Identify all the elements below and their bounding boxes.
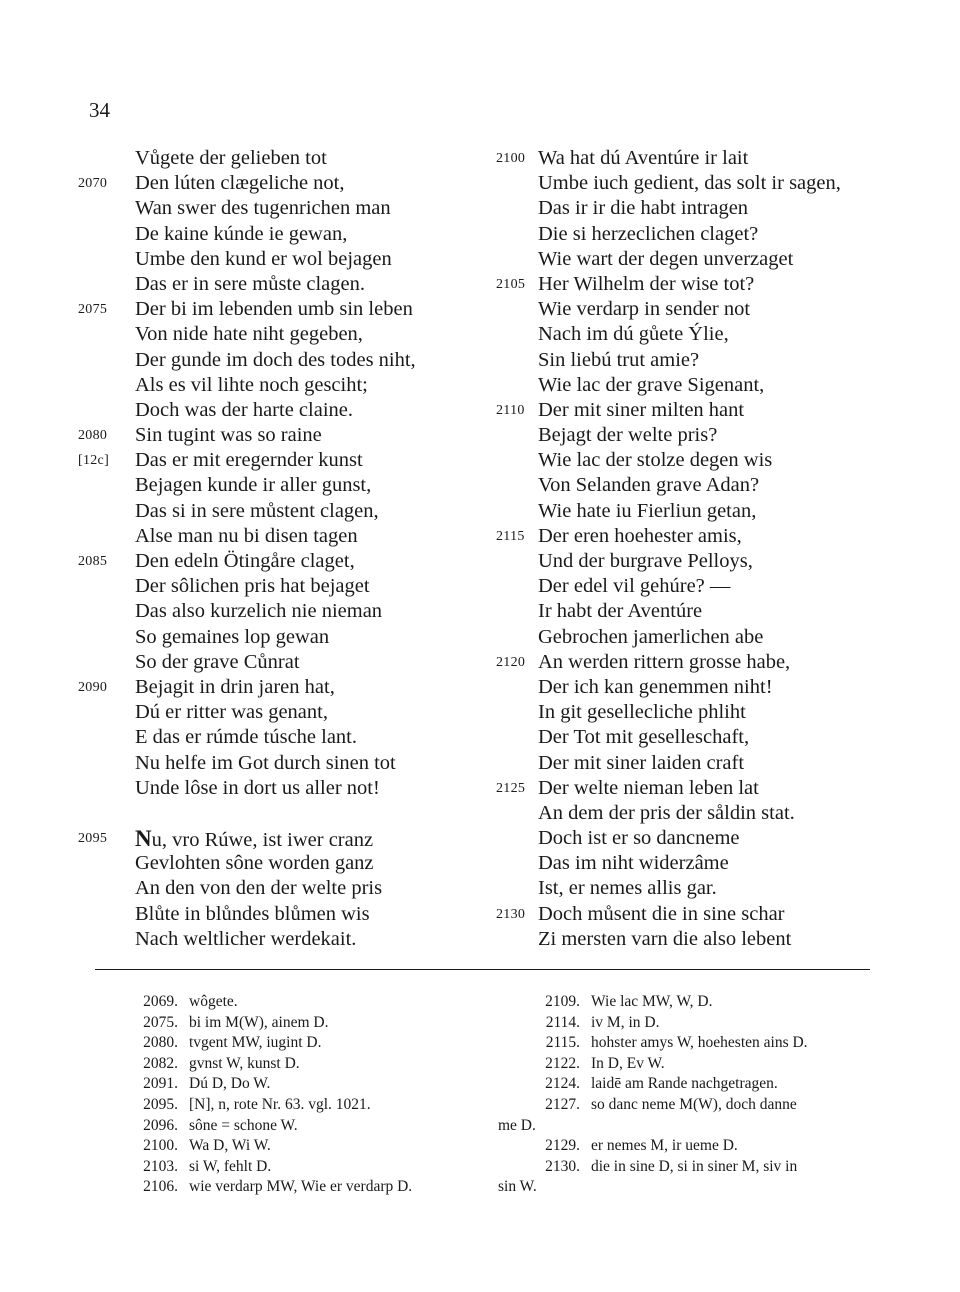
verse-line [78, 499, 478, 524]
footnote-line-ref: 2127. [545, 1095, 580, 1113]
verse-text-body: Den lúten clægeliche not, [135, 172, 345, 195]
line-number: 2105 [496, 276, 526, 292]
footnote-text: laidē am Rande nachgetragen. [591, 1075, 778, 1093]
verse-line [486, 322, 886, 347]
verse-text [135, 196, 391, 221]
verse-text [135, 751, 396, 776]
verse-line [78, 222, 478, 247]
verse-text-body: Wie lac der stolze degen wis [538, 449, 773, 472]
verse-line [78, 599, 478, 624]
verse-line [486, 776, 886, 801]
footnote-line-ref: 2106. [143, 1178, 178, 1196]
verse-line [486, 599, 886, 624]
line-number: [12c] [78, 453, 110, 469]
footnote [498, 1157, 898, 1178]
footnote [96, 1095, 496, 1116]
verse-text [135, 902, 370, 927]
verse-line [486, 574, 886, 599]
footnote [96, 1177, 496, 1198]
footnote-text: er nemes M, ir ueme D. [591, 1137, 738, 1155]
line-number: 2090 [78, 679, 108, 695]
footnote [96, 992, 496, 1013]
verse-text [538, 524, 742, 549]
verse-line [486, 398, 886, 423]
verse-text-body: Als es vil lihte noch gesciht; [135, 373, 368, 396]
verse-line [486, 851, 886, 876]
verse-line [78, 247, 478, 272]
verse-text-body: So gemaines lop gewan [135, 625, 330, 648]
verse-line [78, 423, 478, 448]
verse-line [78, 751, 478, 776]
footnote [96, 1157, 496, 1178]
verse-line [486, 801, 886, 826]
footnote-line-ref: 2114. [545, 1013, 580, 1031]
verse-line [78, 675, 478, 700]
verse-text-body: Der mit siner laiden craft [538, 751, 745, 774]
verse-line [78, 574, 478, 599]
verse-text [538, 348, 699, 373]
verse-text-body: Wa hat dú Aventúre ir lait [538, 147, 749, 169]
footnote-divider [95, 969, 870, 970]
footnote-text: Wa D, Wi W. [189, 1137, 271, 1155]
verse-line [78, 549, 478, 574]
verse-text-body: Gevlohten sône worden ganz [135, 852, 374, 875]
verse-line [78, 473, 478, 498]
verse-text [135, 549, 355, 574]
verse-line [486, 196, 886, 221]
verse-text [135, 599, 382, 624]
verse-text [538, 196, 748, 221]
verse-text-body: Der mit siner milten hant [538, 398, 745, 421]
footnote [498, 1054, 898, 1075]
verse-text-body: Nach weltlicher werdekait. [135, 927, 357, 950]
verse-line [78, 826, 478, 851]
verse-line [486, 247, 886, 272]
verse-text-body: Sin tugint was so raine [135, 424, 322, 447]
verse-text-body: An werden rittern grosse habe, [538, 650, 791, 673]
verse-text [135, 499, 379, 524]
verse-text [135, 700, 328, 725]
verse-text [135, 247, 392, 272]
verse-line [78, 927, 478, 952]
verse-text-body: Von Selanden grave Adan? [538, 474, 760, 497]
verse-text [538, 222, 758, 247]
line-number: 2115 [496, 528, 525, 544]
verse-line [486, 423, 886, 448]
verse-text [135, 876, 382, 901]
verse-text [538, 675, 773, 700]
verse-line [78, 725, 478, 750]
verse-text-body: Das also kurzelich nie nieman [135, 600, 383, 623]
verse-column-left [78, 146, 478, 952]
verse-line [78, 448, 478, 473]
line-number: 2125 [496, 780, 526, 796]
verse-line [78, 398, 478, 423]
verse-text [538, 801, 795, 826]
verse-text-body: Blůte in blůndes blůmen wis [135, 902, 370, 925]
verse-line [486, 751, 886, 776]
verse-text-body: Von nide hate niht gegeben, [135, 323, 363, 346]
verse-text [538, 927, 791, 952]
verse-text-body: An dem der pris der såldin stat. [538, 801, 795, 824]
footnote-line-ref: 2091. [143, 1075, 178, 1093]
verse-text-body: Her Wilhelm der wise tot? [538, 272, 755, 295]
footnote-line-ref: 2129. [545, 1137, 580, 1155]
verse-line [486, 272, 886, 297]
footnote [498, 1074, 898, 1095]
verse-line [78, 700, 478, 725]
verse-text-body: Die si herzeclichen claget? [538, 222, 759, 245]
verse-line [78, 625, 478, 650]
verse-line [78, 297, 478, 322]
verse-text-body: Bejagen kunde ir aller gunst, [135, 474, 372, 497]
verse-text [135, 776, 380, 801]
footnote-text: hohster amys W, hoehesten ains D. [591, 1034, 808, 1052]
verse-text [538, 423, 717, 448]
verse-text [538, 247, 793, 272]
footnote [96, 1116, 496, 1137]
line-number: 2085 [78, 554, 108, 569]
verse-line [486, 499, 886, 524]
verse-text [538, 373, 764, 398]
verse-text [538, 322, 729, 347]
verse-text [538, 902, 785, 927]
verse-text [538, 826, 740, 851]
line-number: 2110 [496, 402, 525, 418]
footnote-line-ref: 2122. [545, 1054, 580, 1072]
verse-text-body: An den von den der welte pris [135, 877, 383, 900]
verse-text-body: Alse man nu bi disen tagen [135, 524, 358, 547]
verse-line [78, 146, 478, 171]
line-number: 2080 [78, 428, 108, 444]
verse-text [135, 650, 300, 675]
line-number: 2070 [78, 176, 108, 192]
line-number: 2100 [496, 151, 526, 166]
footnote-text: [N], n, rote Nr. 63. vgl. 1021. [189, 1095, 371, 1113]
verse-line [78, 776, 478, 801]
verse-line [486, 675, 886, 700]
footnote-line-ref: 2124. [545, 1075, 580, 1093]
verse-column-right [486, 146, 886, 952]
footnotes-right [498, 992, 898, 1198]
verse-text [538, 499, 756, 524]
footnote [96, 1074, 496, 1095]
verse-text-body: Umbe den kund er wol bejagen [135, 247, 392, 270]
verse-text-body: Unde lôse in dort us aller not! [135, 776, 380, 799]
verse-line [78, 650, 478, 675]
verse-line [78, 524, 478, 549]
verse-text [135, 448, 363, 473]
verse-text [135, 826, 373, 853]
verse-text-body: Nu helfe im Got durch sinen tot [135, 751, 396, 774]
verse-line [486, 222, 886, 247]
verse-text-body: Doch was der harte claine. [135, 398, 353, 421]
verse-line [486, 297, 886, 322]
verse-text-body: Und der burgrave Pelloys, [538, 550, 753, 572]
verse-text-body: Wie lac der grave Sigenant, [538, 373, 765, 396]
verse-text-body: Wie hate iu Fierliun getan, [538, 499, 757, 522]
footnote-line-ref: 2096. [143, 1116, 178, 1134]
verse-line [78, 171, 478, 196]
verse-text-body: Ist, er nemes allis gar. [538, 877, 717, 900]
verse-text [135, 373, 368, 398]
verse-text-body: Das ir ir die habt intragen [538, 197, 749, 220]
verse-text [135, 675, 335, 700]
verse-text [135, 423, 322, 448]
verse-line [486, 826, 886, 851]
footnote-line-ref: 2115. [545, 1034, 580, 1052]
verse-text-body: De kaine kúnde ie gewan, [135, 222, 348, 245]
verse-line [486, 725, 886, 750]
footnote-line-ref: 2130. [545, 1157, 580, 1175]
stanza-gap [78, 801, 478, 826]
verse-text-body: E das er rúmde túsche lant. [135, 726, 358, 749]
verse-text-body: Wie verdarp in sender not [538, 298, 751, 321]
verse-text [538, 725, 749, 750]
verse-text-body: Der edel vil gehúre? — [538, 575, 731, 598]
verse-line [486, 927, 886, 952]
verse-text-body: Doch můsent die in sine schar [538, 902, 785, 925]
verse-line [486, 549, 886, 574]
footnote-text: die in sine D, si in siner M, siv in [591, 1157, 798, 1175]
footnote [498, 1177, 898, 1198]
verse-text [538, 574, 730, 599]
footnote-text: In D, Ev W. [591, 1054, 665, 1072]
verse-line [78, 348, 478, 373]
verse-text [538, 297, 750, 322]
verse-text [135, 524, 358, 549]
verse-text [538, 146, 748, 171]
verse-text-body: Der welte nieman leben lat [538, 776, 759, 799]
footnote-text: bi im M(W), ainem D. [189, 1013, 329, 1031]
footnote-line-ref: 2100. [143, 1137, 178, 1155]
verse-text [538, 625, 763, 650]
footnote-line-ref: 2082. [143, 1054, 178, 1072]
verse-text [538, 448, 772, 473]
footnote-line-ref: 2075. [143, 1013, 178, 1031]
verse-text [538, 272, 754, 297]
verse-text [135, 322, 363, 347]
verse-text-body: Das si in sere můstent clagen, [135, 499, 379, 522]
initial-letter: N [135, 826, 152, 852]
footnote [96, 1136, 496, 1157]
verse-text-body: Bejagit in drin jaren hat, [135, 675, 335, 698]
footnote-text: Wie lac MW, W, D. [591, 993, 713, 1010]
verse-line [486, 876, 886, 901]
verse-line [78, 851, 478, 876]
verse-text [538, 599, 702, 624]
verse-line [78, 272, 478, 297]
verse-line [78, 373, 478, 398]
verse-text [538, 171, 841, 196]
line-number: 2120 [496, 654, 526, 670]
verse-line [486, 373, 886, 398]
verse-text-body: u, vro Rúwe, ist iwer cranz [151, 829, 374, 852]
verse-text [538, 776, 759, 801]
verse-text [135, 851, 374, 876]
verse-text [538, 549, 753, 574]
verse-line [78, 196, 478, 221]
verse-line [78, 322, 478, 347]
footnote-line-ref: 2103. [143, 1157, 178, 1175]
verse-text [135, 297, 413, 322]
footnote-line-ref: 2069. [143, 993, 178, 1010]
verse-text-body: Wan swer des tugenrichen man [135, 197, 391, 220]
verse-text [538, 650, 790, 675]
footnote [498, 992, 898, 1013]
line-number: 2130 [496, 906, 526, 922]
footnote-text: iv M, in D. [591, 1013, 660, 1031]
verse-text [135, 272, 365, 297]
verse-text [538, 700, 746, 725]
verse-text [135, 171, 345, 196]
verse-text-body: Vůgete der gelieben tot [135, 147, 327, 169]
verse-text-body: Der sôlichen pris hat bejaget [135, 575, 370, 598]
footnote [498, 1116, 898, 1137]
footnote-text: sône = schone W. [189, 1116, 298, 1134]
verse-text-body: Bejagt der welte pris? [538, 424, 718, 447]
footnote [498, 1033, 898, 1054]
verse-line [486, 650, 886, 675]
footnote [96, 1054, 496, 1075]
verse-text-body: Der bi im lebenden umb sin leben [135, 298, 413, 321]
verse-text-body: Zi mersten varn die also lebent [538, 927, 792, 950]
footnote [96, 1033, 496, 1054]
page-number: 34 [89, 98, 110, 122]
verse-line [486, 473, 886, 498]
verse-text [135, 398, 353, 423]
verse-text [135, 146, 327, 171]
footnote-text: tvgent MW, iugint D. [189, 1034, 322, 1052]
verse-text-body: Der gunde im doch des todes niht, [135, 348, 416, 371]
verse-text-body: Das er in sere můste clagen. [135, 272, 365, 295]
footnote-line-ref: 2080. [143, 1034, 178, 1052]
verse-text-body: So der grave Cůnrat [135, 650, 300, 673]
footnote-line-ref: 2109. [545, 993, 580, 1010]
footnote-continuation: me D. [498, 1116, 536, 1134]
footnote [498, 1013, 898, 1034]
verse-line [486, 625, 886, 650]
verse-line [486, 902, 886, 927]
verse-text-body: Das er mit eregernder kunst [135, 449, 363, 472]
verse-text-body: In git gesellecliche phliht [538, 701, 746, 724]
verse-text-body: Der Tot mit geselleschaft, [538, 726, 750, 749]
line-number: 2075 [78, 302, 108, 318]
verse-text-body: Der eren hoehester amis, [538, 524, 742, 547]
verse-text-body: Nach im dú gůete Ýlie, [538, 323, 729, 346]
footnote-text: wie verdarp MW, Wie er verdarp D. [189, 1178, 413, 1196]
verse-text-body: Wie wart der degen unverzaget [538, 247, 794, 270]
verse-text [538, 751, 744, 776]
verse-text [538, 876, 717, 901]
footnote [498, 1136, 898, 1157]
verse-text-body: Das im niht widerzâme [538, 852, 729, 875]
footnote-text: gvnst W, kunst D. [189, 1054, 300, 1072]
verse-line [78, 902, 478, 927]
verse-text-body: Sin liebú trut amie? [538, 348, 700, 371]
verse-text-body: Gebrochen jamerlichen abe [538, 625, 764, 648]
verse-line [486, 348, 886, 373]
verse-line [486, 524, 886, 549]
footnotes-left [96, 992, 496, 1198]
verse-text-body: Umbe iuch gedient, das solt ir sagen, [538, 172, 841, 195]
verse-text [538, 851, 729, 876]
verse-line [486, 171, 886, 196]
verse-text-body: Der ich kan genemmen niht! [538, 675, 773, 698]
footnote [96, 1013, 496, 1034]
footnote-text: si W, fehlt D. [189, 1157, 272, 1175]
verse-text [135, 574, 370, 599]
verse-text [135, 348, 416, 373]
footnote-text: Dú D, Do W. [189, 1075, 271, 1093]
verse-line [486, 448, 886, 473]
verse-line [78, 876, 478, 901]
verse-text-body: Ir habt der Aventúre [538, 600, 703, 623]
verse-text [538, 398, 744, 423]
verse-text-body: Doch ist er so dancneme [538, 827, 740, 850]
verse-text [538, 473, 759, 498]
verse-text [135, 725, 357, 750]
verse-line [486, 146, 886, 171]
verse-text [135, 927, 356, 952]
footnote-continuation: sin W. [498, 1178, 537, 1196]
line-number: 2095 [78, 831, 108, 847]
footnote-text: wôgete. [189, 993, 238, 1010]
verse-text [135, 222, 347, 247]
footnote-text: so danc neme M(W), doch danne [591, 1095, 797, 1113]
verse-line [486, 700, 886, 725]
verse-text [135, 625, 329, 650]
verse-text-body: Den edeln Ötingåre claget, [135, 550, 355, 572]
verse-text [135, 473, 371, 498]
footnote-line-ref: 2095. [143, 1095, 178, 1113]
verse-text-body: Dú er ritter was genant, [135, 701, 328, 724]
footnote [498, 1095, 898, 1116]
